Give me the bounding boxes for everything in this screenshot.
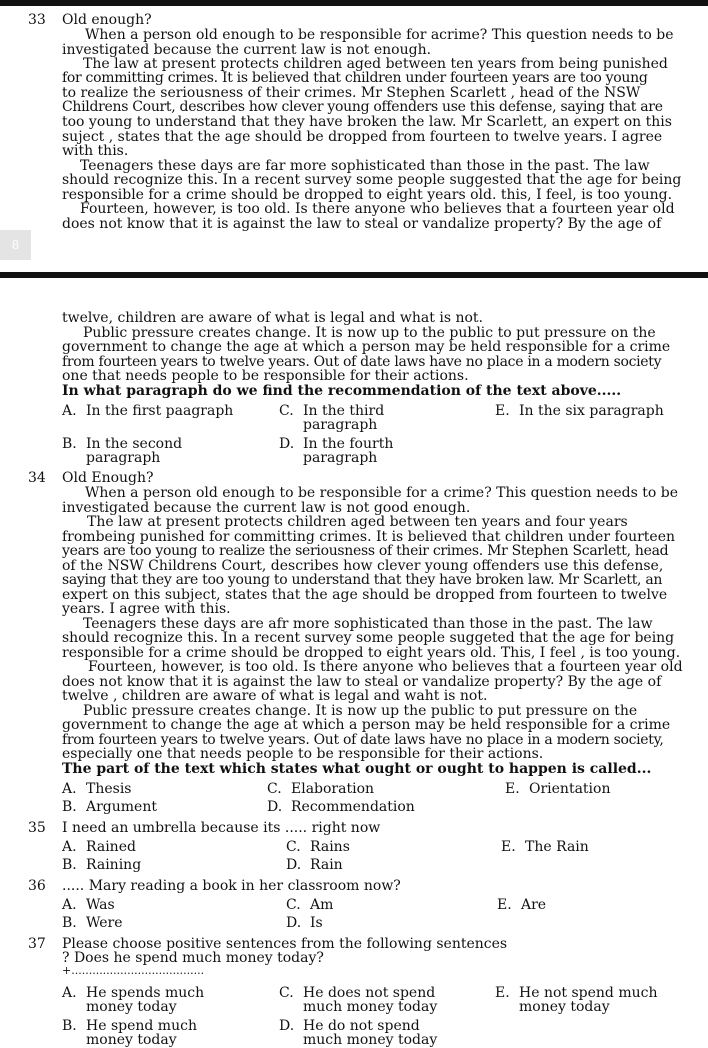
passage-line: does not know that it is against the law to steal or vandalize property? By the age of	[62, 674, 662, 690]
question-text: ..... Mary reading a book in her classroom now?	[62, 878, 401, 894]
option-e[interactable]: E. Are	[497, 897, 547, 913]
passage-line: investigated because the current law is not enough.	[62, 42, 432, 58]
passage-line: does not know that it is against the law to steal or vandalize property? By the age of	[62, 216, 662, 232]
passage-line: Public pressure creates change. It is now up to the public to put pressure on the	[83, 325, 656, 341]
option-d[interactable]: D. Recommendation	[267, 799, 415, 815]
passage-line: from fourteen years to twelve years. Out of date laws have no place in a modern society	[62, 354, 662, 370]
passage-line: Fourteen, however, is too old. Is there anyone who believes that a fourteen year old	[80, 201, 675, 217]
option-a[interactable]: A. Thesis	[62, 781, 132, 797]
question-number: 36	[28, 878, 46, 894]
passage-line: saying that they are too young to understand that they have broken law. Mr Scarlett, an	[62, 572, 663, 588]
option-c[interactable]: C. He does not spend much money today	[279, 985, 438, 1015]
option-e[interactable]: E. The Rain	[501, 839, 589, 855]
passage-line: When a person old enough to be responsible for acrime? This question needs to be	[85, 27, 674, 43]
passage-title: Old enough?	[62, 12, 152, 28]
page-divider	[0, 272, 708, 278]
passage-line: with this.	[62, 143, 129, 159]
passage-line: twelve , children are aware of what is legal and waht is not.	[62, 688, 488, 704]
passage-title: Old Enough?	[62, 470, 154, 486]
passage-line: suject , states that the age should be dropped from fourteen to twelve years. I agree	[62, 129, 663, 145]
passage-line: for committing crimes. It is believed that children under fourteen years are too young	[62, 70, 648, 86]
option-d[interactable]: D. Is	[286, 915, 323, 931]
option-b[interactable]: B. He spend much money today	[62, 1018, 197, 1048]
passage-line: especially one that needs people to be responsible for their actions.	[62, 746, 544, 762]
option-e[interactable]: E. He not spend much money today	[495, 985, 658, 1015]
option-a[interactable]: A. He spends much money today	[62, 985, 205, 1015]
passage-line: government to change the age at which a person may be held responsible for a crime	[62, 339, 671, 355]
option-b[interactable]: B. Raining	[62, 857, 142, 873]
passage-line: of the NSW Childrens Court, describes how clever young offenders use this defense,	[62, 558, 664, 574]
top-border	[0, 0, 708, 6]
option-b[interactable]: B. Were	[62, 915, 123, 931]
question-text: The part of the text which states what ought or ought to happen is called...	[62, 761, 652, 777]
passage-line: from fourteen years to twelve years. Out of date laws have no place in a modern society,	[62, 732, 664, 748]
passage-line: to realize the seriousness of their crimes. Mr Stephen Scarlett , head of the NSW	[62, 85, 641, 101]
passage-line: Teenagers these days are far more sophisticated than those in the past. The law	[80, 158, 650, 174]
passage-line: should recognize this. In a recent survey some people suggested that the age for being	[62, 172, 682, 188]
passage-line: When a person old enough to be responsible for a crime? This question needs to be	[85, 485, 679, 501]
option-d[interactable]: D. Rain	[286, 857, 343, 873]
option-c[interactable]: C. Rains	[286, 839, 350, 855]
option-e[interactable]: E. Orientation	[505, 781, 611, 797]
question-text: Please choose positive sentences from the following sentences	[62, 936, 508, 952]
option-c[interactable]: C. Am	[286, 897, 334, 913]
passage-line: Childrens Court, describes how clever young offenders use this defense, saying that are	[62, 99, 663, 115]
passage-line: expert on this subject, states that the age should be dropped from fourteen to twelve	[62, 587, 668, 603]
option-a[interactable]: A. Rained	[62, 839, 136, 855]
passage-line: Fourteen, however, is too old. Is there anyone who believes that a fourteen year old	[88, 659, 683, 675]
passage-line: Teenagers these days are afr more sophisticated than those in the past. The law	[83, 616, 653, 632]
question-number: 34	[28, 470, 46, 486]
passage-line: should recognize this. In a recent survey some people suggeted that the age for being	[62, 630, 675, 646]
passage-line: years are too young to realize the seriousness of their crimes. Mr Stephen Scarlett, head	[62, 543, 669, 559]
passage-line: The law at present protects children aged between ten years from being punished	[83, 56, 668, 72]
passage-line: responsible for a crime should be dropped to eight years old. this, I feel, is too young.	[62, 187, 673, 203]
question-number: 33	[28, 12, 46, 28]
question-number: 37	[28, 936, 46, 952]
option-c[interactable]: C. Elaboration	[267, 781, 375, 797]
passage-line: frombeing punished for committing crimes. It is believed that children under fourteen	[62, 529, 676, 545]
passage-line: government to change the age at which a person may be held responsible for a crime	[62, 717, 671, 733]
passage-line: investigated because the current law is not good enough.	[62, 500, 471, 516]
passage-line: Public pressure creates change. It is now up the public to put pressure on the	[83, 703, 638, 719]
passage-line: The law at present protects children aged between ten years and four years	[87, 514, 628, 530]
passage-line: responsible for a crime should be dropped to eight years old. This, I feel , is too young.	[62, 645, 681, 661]
option-d[interactable]: D. In the fourth paragraph	[279, 436, 394, 466]
passage-line: too young to understand that they have broken the law. Mr Scarlett, an expert on this	[62, 114, 672, 130]
passage-line: years. I agree with this.	[62, 601, 231, 617]
option-a[interactable]: A. In the first paagraph	[62, 403, 234, 419]
passage-line: one that needs people to be responsible for their actions.	[62, 368, 469, 384]
page-number-badge: 8	[0, 230, 31, 260]
option-e[interactable]: E. In the six paragraph	[495, 403, 664, 419]
answer-blank: +......................................	[62, 964, 205, 977]
option-d[interactable]: D. He do not spend much money today	[279, 1018, 438, 1048]
option-b[interactable]: B. In the second paragraph	[62, 436, 183, 466]
question-text: I need an umbrella because its ..... right now	[62, 820, 381, 836]
option-c[interactable]: C. In the third paragraph	[279, 403, 385, 433]
question-number: 35	[28, 820, 46, 836]
option-b[interactable]: B. Argument	[62, 799, 157, 815]
question-prompt: ? Does he spend much money today?	[62, 950, 324, 966]
option-a[interactable]: A. Was	[62, 897, 115, 913]
question-text: In what paragraph do we find the recommendation of the text above.....	[62, 383, 622, 399]
passage-line: twelve, children are aware of what is legal and what is not.	[62, 310, 483, 326]
